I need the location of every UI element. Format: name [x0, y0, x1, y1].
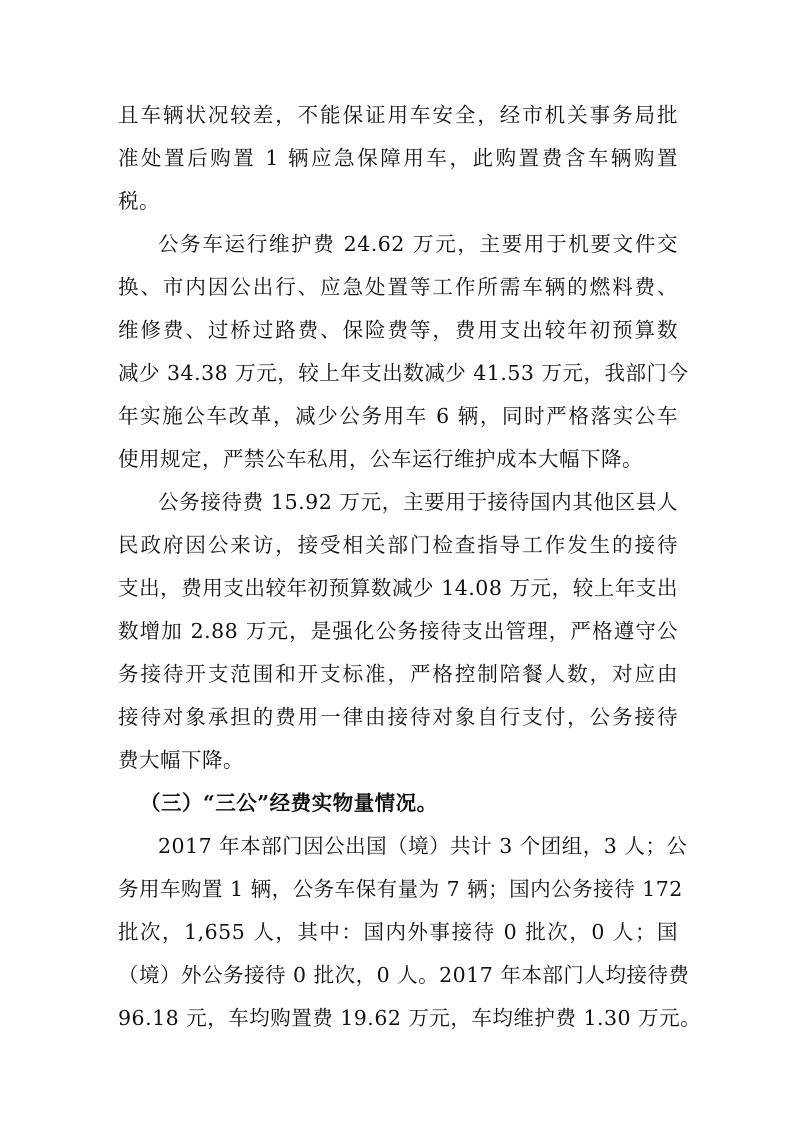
text-line: 2017 年本部门因公出国（境）共计 3 个团组，3 人；公: [158, 834, 688, 858]
text-line: 维修费、过桥过路费、保险费等，费用支出较年初预算数: [118, 318, 678, 342]
text-line: 且车辆状况较差，不能保证用车安全，经市机关事务局批: [118, 103, 678, 127]
text-line: 批次，1,655 人，其中：国内外事接待 0 批次，0 人；国: [118, 920, 678, 944]
text-line: 减少 34.38 万元，较上年支出数减少 41.53 万元，我部门今: [118, 361, 689, 385]
text-line: 支出，费用支出较年初预算数减少 14.08 万元，较上年支出: [118, 576, 678, 600]
text-line: 准处置后购置 1 辆应急保障用车，此购置费含车辆购置: [118, 146, 678, 170]
text-line: 民政府因公来访，接受相关部门检查指导工作发生的接待: [118, 533, 678, 557]
text-line: 税。: [118, 189, 160, 213]
text-line: 96.18 元，车均购置费 19.62 万元，车均维护费 1.30 万元。: [118, 1006, 702, 1030]
text-line: （境）外公务接待 0 批次，0 人。2017 年本部门人均接待费: [118, 963, 690, 987]
text-line: 公务车运行维护费 24.62 万元，主要用于机要文件交: [158, 232, 678, 256]
text-line: 接待对象承担的费用一律由接待对象自行支付，公务接待: [118, 705, 678, 729]
text-line: 数增加 2.88 万元，是强化公务接待支出管理，严格遵守公: [118, 619, 678, 643]
text-line: 使用规定，严禁公车私用，公车运行维护成本大幅下降。: [118, 447, 643, 471]
text-line: 务用车购置 1 辆，公务车保有量为 7 辆；国内公务接待 172: [118, 877, 683, 901]
text-line: 务接待开支范围和开支标准，严格控制陪餐人数，对应由: [118, 662, 678, 686]
text-line: 公务接待费 15.92 万元，主要用于接待国内其他区县人: [158, 490, 678, 514]
text-line: 费大幅下降。: [118, 748, 244, 772]
text-line: 年实施公车改革，减少公务用车 6 辆，同时严格落实公车: [118, 404, 678, 428]
text-line: 换、市内因公出行、应急处置等工作所需车辆的燃料费、: [118, 275, 678, 299]
section-heading: （三）“三公”经费实物量情况。: [140, 791, 438, 815]
